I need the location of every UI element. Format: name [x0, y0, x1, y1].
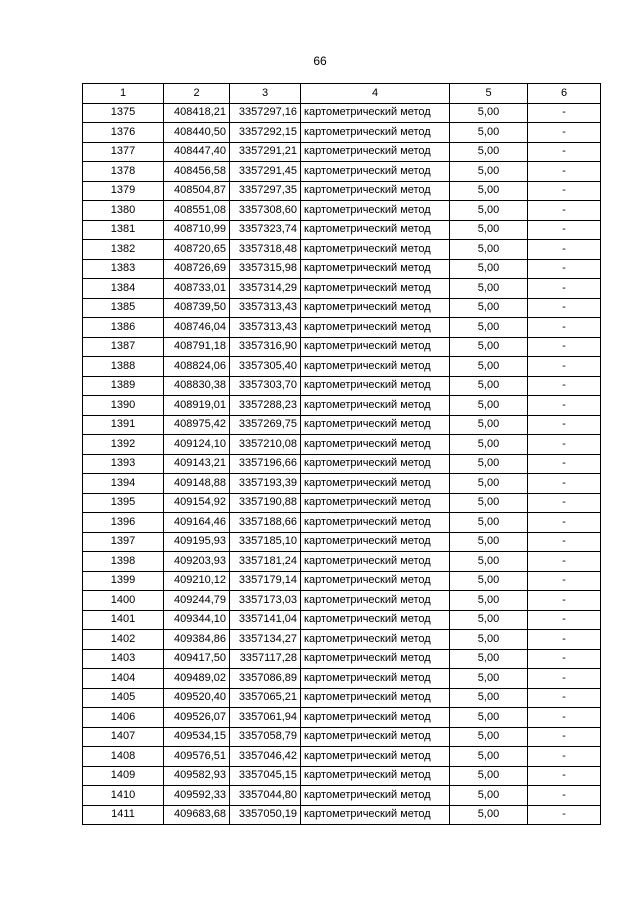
accuracy-cell: 5,00	[450, 396, 528, 416]
accuracy-cell: 5,00	[450, 454, 528, 474]
accuracy-cell: 5,00	[450, 766, 528, 786]
y-coordinate-cell: 3357086,89	[230, 669, 301, 689]
point-number-cell: 1378	[83, 162, 164, 182]
method-cell: картометрический метод	[301, 532, 450, 552]
accuracy-cell: 5,00	[450, 474, 528, 494]
point-number-cell: 1397	[83, 532, 164, 552]
y-coordinate-cell: 3357134,27	[230, 630, 301, 650]
table-row	[83, 259, 601, 279]
x-coordinate-cell: 408739,50	[164, 298, 230, 318]
note-cell: -	[528, 630, 601, 650]
x-coordinate-cell: 409195,93	[164, 532, 230, 552]
x-coordinate-cell: 408975,42	[164, 415, 230, 435]
method-cell: картометрический метод	[301, 591, 450, 611]
accuracy-cell: 5,00	[450, 493, 528, 513]
point-number-cell: 1407	[83, 727, 164, 747]
accuracy-cell: 5,00	[450, 786, 528, 806]
note-cell: -	[528, 259, 601, 279]
table-header-row	[83, 84, 601, 104]
note-cell: -	[528, 103, 601, 123]
point-number-cell: 1395	[83, 493, 164, 513]
point-number-cell: 1409	[83, 766, 164, 786]
note-cell: -	[528, 435, 601, 455]
page-number: 66	[313, 54, 327, 68]
point-number-cell: 1410	[83, 786, 164, 806]
table-row	[83, 747, 601, 767]
method-cell: картометрический метод	[301, 688, 450, 708]
note-cell: -	[528, 708, 601, 728]
y-coordinate-cell: 3357173,03	[230, 591, 301, 611]
point-number-cell: 1396	[83, 513, 164, 533]
table-row	[83, 727, 601, 747]
x-coordinate-cell: 409489,02	[164, 669, 230, 689]
method-cell: картометрический метод	[301, 513, 450, 533]
table-row	[83, 435, 601, 455]
method-cell: картометрический метод	[301, 279, 450, 299]
method-cell: картометрический метод	[301, 259, 450, 279]
note-cell: -	[528, 474, 601, 494]
y-coordinate-cell: 3357050,19	[230, 805, 301, 825]
note-cell: -	[528, 493, 601, 513]
y-coordinate-cell: 3357297,35	[230, 181, 301, 201]
method-cell: картометрический метод	[301, 318, 450, 338]
note-cell: -	[528, 220, 601, 240]
method-cell: картометрический метод	[301, 220, 450, 240]
method-cell: картометрический метод	[301, 805, 450, 825]
header-cell: 6	[528, 84, 601, 104]
point-number-cell: 1408	[83, 747, 164, 767]
y-coordinate-cell: 3357179,14	[230, 571, 301, 591]
point-number-cell: 1376	[83, 123, 164, 143]
y-coordinate-cell: 3357316,90	[230, 337, 301, 357]
x-coordinate-cell: 409592,33	[164, 786, 230, 806]
method-cell: картометрический метод	[301, 747, 450, 767]
table-row	[83, 493, 601, 513]
accuracy-cell: 5,00	[450, 318, 528, 338]
point-number-cell: 1388	[83, 357, 164, 377]
method-cell: картометрический метод	[301, 786, 450, 806]
note-cell: -	[528, 805, 601, 825]
point-number-cell: 1385	[83, 298, 164, 318]
method-cell: картометрический метод	[301, 630, 450, 650]
x-coordinate-cell: 408720,65	[164, 240, 230, 260]
x-coordinate-cell: 408791,18	[164, 337, 230, 357]
accuracy-cell: 5,00	[450, 747, 528, 767]
coordinates-table	[82, 83, 601, 825]
accuracy-cell: 5,00	[450, 669, 528, 689]
y-coordinate-cell: 3357313,43	[230, 318, 301, 338]
accuracy-cell: 5,00	[450, 259, 528, 279]
point-number-cell: 1399	[83, 571, 164, 591]
point-number-cell: 1390	[83, 396, 164, 416]
point-number-cell: 1402	[83, 630, 164, 650]
accuracy-cell: 5,00	[450, 357, 528, 377]
accuracy-cell: 5,00	[450, 142, 528, 162]
y-coordinate-cell: 3357188,66	[230, 513, 301, 533]
method-cell: картометрический метод	[301, 435, 450, 455]
x-coordinate-cell: 409384,86	[164, 630, 230, 650]
note-cell: -	[528, 571, 601, 591]
header-cell: 1	[83, 84, 164, 104]
x-coordinate-cell: 408710,99	[164, 220, 230, 240]
point-number-cell: 1375	[83, 103, 164, 123]
table-row	[83, 552, 601, 572]
y-coordinate-cell: 3357196,66	[230, 454, 301, 474]
x-coordinate-cell: 408456,58	[164, 162, 230, 182]
y-coordinate-cell: 3357193,39	[230, 474, 301, 494]
x-coordinate-cell: 408733,01	[164, 279, 230, 299]
note-cell: -	[528, 357, 601, 377]
x-coordinate-cell: 408440,50	[164, 123, 230, 143]
x-coordinate-cell: 409520,40	[164, 688, 230, 708]
method-cell: картометрический метод	[301, 766, 450, 786]
point-number-cell: 1377	[83, 142, 164, 162]
note-cell: -	[528, 610, 601, 630]
accuracy-cell: 5,00	[450, 805, 528, 825]
method-cell: картометрический метод	[301, 727, 450, 747]
method-cell: картометрический метод	[301, 708, 450, 728]
accuracy-cell: 5,00	[450, 337, 528, 357]
point-number-cell: 1381	[83, 220, 164, 240]
table-row	[83, 688, 601, 708]
note-cell: -	[528, 181, 601, 201]
accuracy-cell: 5,00	[450, 630, 528, 650]
y-coordinate-cell: 3357210,08	[230, 435, 301, 455]
x-coordinate-cell: 408447,40	[164, 142, 230, 162]
point-number-cell: 1392	[83, 435, 164, 455]
x-coordinate-cell: 409154,92	[164, 493, 230, 513]
point-number-cell: 1391	[83, 415, 164, 435]
note-cell: -	[528, 396, 601, 416]
y-coordinate-cell: 3357269,75	[230, 415, 301, 435]
y-coordinate-cell: 3357185,10	[230, 532, 301, 552]
accuracy-cell: 5,00	[450, 376, 528, 396]
table-row	[83, 201, 601, 221]
y-coordinate-cell: 3357117,28	[230, 649, 301, 669]
point-number-cell: 1384	[83, 279, 164, 299]
method-cell: картометрический метод	[301, 298, 450, 318]
method-cell: картометрический метод	[301, 337, 450, 357]
table-row	[83, 162, 601, 182]
table-row	[83, 630, 601, 650]
point-number-cell: 1403	[83, 649, 164, 669]
x-coordinate-cell: 409683,68	[164, 805, 230, 825]
accuracy-cell: 5,00	[450, 123, 528, 143]
table-row	[83, 766, 601, 786]
x-coordinate-cell: 408746,04	[164, 318, 230, 338]
point-number-cell: 1398	[83, 552, 164, 572]
table-row	[83, 181, 601, 201]
y-coordinate-cell: 3357305,40	[230, 357, 301, 377]
note-cell: -	[528, 279, 601, 299]
header-cell: 3	[230, 84, 301, 104]
note-cell: -	[528, 766, 601, 786]
y-coordinate-cell: 3357044,80	[230, 786, 301, 806]
accuracy-cell: 5,00	[450, 727, 528, 747]
table-row	[83, 220, 601, 240]
y-coordinate-cell: 3357288,23	[230, 396, 301, 416]
note-cell: -	[528, 591, 601, 611]
method-cell: картометрический метод	[301, 357, 450, 377]
x-coordinate-cell: 409143,21	[164, 454, 230, 474]
method-cell: картометрический метод	[301, 162, 450, 182]
header-cell: 4	[301, 84, 450, 104]
table-row	[83, 415, 601, 435]
point-number-cell: 1380	[83, 201, 164, 221]
x-coordinate-cell: 408551,08	[164, 201, 230, 221]
accuracy-cell: 5,00	[450, 181, 528, 201]
point-number-cell: 1404	[83, 669, 164, 689]
table-row	[83, 669, 601, 689]
x-coordinate-cell: 409344,10	[164, 610, 230, 630]
table-row	[83, 279, 601, 299]
point-number-cell: 1401	[83, 610, 164, 630]
point-number-cell: 1379	[83, 181, 164, 201]
y-coordinate-cell: 3357318,48	[230, 240, 301, 260]
table-row	[83, 591, 601, 611]
y-coordinate-cell: 3357045,15	[230, 766, 301, 786]
point-number-cell: 1387	[83, 337, 164, 357]
method-cell: картометрический метод	[301, 376, 450, 396]
method-cell: картометрический метод	[301, 649, 450, 669]
x-coordinate-cell: 409576,51	[164, 747, 230, 767]
table-row	[83, 337, 601, 357]
x-coordinate-cell: 409164,46	[164, 513, 230, 533]
table-row	[83, 805, 601, 825]
table-row	[83, 571, 601, 591]
accuracy-cell: 5,00	[450, 571, 528, 591]
y-coordinate-cell: 3357065,21	[230, 688, 301, 708]
note-cell: -	[528, 532, 601, 552]
table-row	[83, 103, 601, 123]
x-coordinate-cell: 408919,01	[164, 396, 230, 416]
accuracy-cell: 5,00	[450, 649, 528, 669]
accuracy-cell: 5,00	[450, 103, 528, 123]
y-coordinate-cell: 3357141,04	[230, 610, 301, 630]
table-row	[83, 123, 601, 143]
method-cell: картометрический метод	[301, 474, 450, 494]
y-coordinate-cell: 3357291,45	[230, 162, 301, 182]
note-cell: -	[528, 123, 601, 143]
table-row	[83, 298, 601, 318]
x-coordinate-cell: 408504,87	[164, 181, 230, 201]
accuracy-cell: 5,00	[450, 279, 528, 299]
table-row	[83, 240, 601, 260]
y-coordinate-cell: 3357308,60	[230, 201, 301, 221]
y-coordinate-cell: 3357314,29	[230, 279, 301, 299]
x-coordinate-cell: 408830,38	[164, 376, 230, 396]
table-row	[83, 318, 601, 338]
y-coordinate-cell: 3357291,21	[230, 142, 301, 162]
point-number-cell: 1393	[83, 454, 164, 474]
table-row	[83, 532, 601, 552]
y-coordinate-cell: 3357315,98	[230, 259, 301, 279]
table-row	[83, 610, 601, 630]
accuracy-cell: 5,00	[450, 591, 528, 611]
y-coordinate-cell: 3357297,16	[230, 103, 301, 123]
method-cell: картометрический метод	[301, 454, 450, 474]
note-cell: -	[528, 786, 601, 806]
note-cell: -	[528, 298, 601, 318]
point-number-cell: 1386	[83, 318, 164, 338]
table-row	[83, 513, 601, 533]
method-cell: картометрический метод	[301, 396, 450, 416]
note-cell: -	[528, 201, 601, 221]
table-body	[83, 103, 601, 825]
table-row	[83, 708, 601, 728]
method-cell: картометрический метод	[301, 415, 450, 435]
accuracy-cell: 5,00	[450, 708, 528, 728]
y-coordinate-cell: 3357046,42	[230, 747, 301, 767]
point-number-cell: 1400	[83, 591, 164, 611]
header-cell: 5	[450, 84, 528, 104]
method-cell: картометрический метод	[301, 142, 450, 162]
accuracy-cell: 5,00	[450, 532, 528, 552]
method-cell: картометрический метод	[301, 103, 450, 123]
note-cell: -	[528, 240, 601, 260]
table-row	[83, 474, 601, 494]
x-coordinate-cell: 408418,21	[164, 103, 230, 123]
accuracy-cell: 5,00	[450, 240, 528, 260]
y-coordinate-cell: 3357181,24	[230, 552, 301, 572]
note-cell: -	[528, 318, 601, 338]
point-number-cell: 1389	[83, 376, 164, 396]
table-row	[83, 454, 601, 474]
note-cell: -	[528, 142, 601, 162]
point-number-cell: 1383	[83, 259, 164, 279]
table-row	[83, 142, 601, 162]
note-cell: -	[528, 669, 601, 689]
method-cell: картометрический метод	[301, 571, 450, 591]
x-coordinate-cell: 409526,07	[164, 708, 230, 728]
table-row	[83, 396, 601, 416]
point-number-cell: 1405	[83, 688, 164, 708]
accuracy-cell: 5,00	[450, 415, 528, 435]
accuracy-cell: 5,00	[450, 435, 528, 455]
y-coordinate-cell: 3357061,94	[230, 708, 301, 728]
point-number-cell: 1382	[83, 240, 164, 260]
y-coordinate-cell: 3357292,15	[230, 123, 301, 143]
point-number-cell: 1394	[83, 474, 164, 494]
note-cell: -	[528, 454, 601, 474]
y-coordinate-cell: 3357058,79	[230, 727, 301, 747]
y-coordinate-cell: 3357303,70	[230, 376, 301, 396]
x-coordinate-cell: 409210,12	[164, 571, 230, 591]
note-cell: -	[528, 727, 601, 747]
accuracy-cell: 5,00	[450, 610, 528, 630]
x-coordinate-cell: 409582,93	[164, 766, 230, 786]
method-cell: картометрический метод	[301, 610, 450, 630]
y-coordinate-cell: 3357190,88	[230, 493, 301, 513]
note-cell: -	[528, 162, 601, 182]
x-coordinate-cell: 409203,93	[164, 552, 230, 572]
table-row	[83, 649, 601, 669]
table-row	[83, 357, 601, 377]
accuracy-cell: 5,00	[450, 298, 528, 318]
point-number-cell: 1411	[83, 805, 164, 825]
y-coordinate-cell: 3357313,43	[230, 298, 301, 318]
method-cell: картометрический метод	[301, 240, 450, 260]
y-coordinate-cell: 3357323,74	[230, 220, 301, 240]
method-cell: картометрический метод	[301, 493, 450, 513]
x-coordinate-cell: 409534,15	[164, 727, 230, 747]
accuracy-cell: 5,00	[450, 688, 528, 708]
table-row	[83, 786, 601, 806]
method-cell: картометрический метод	[301, 123, 450, 143]
note-cell: -	[528, 415, 601, 435]
note-cell: -	[528, 376, 601, 396]
method-cell: картометрический метод	[301, 201, 450, 221]
note-cell: -	[528, 747, 601, 767]
table-row	[83, 376, 601, 396]
x-coordinate-cell: 409244,79	[164, 591, 230, 611]
x-coordinate-cell: 408726,69	[164, 259, 230, 279]
accuracy-cell: 5,00	[450, 162, 528, 182]
x-coordinate-cell: 409417,50	[164, 649, 230, 669]
note-cell: -	[528, 649, 601, 669]
header-cell: 2	[164, 84, 230, 104]
accuracy-cell: 5,00	[450, 220, 528, 240]
accuracy-cell: 5,00	[450, 552, 528, 572]
note-cell: -	[528, 337, 601, 357]
method-cell: картометрический метод	[301, 552, 450, 572]
accuracy-cell: 5,00	[450, 201, 528, 221]
accuracy-cell: 5,00	[450, 513, 528, 533]
x-coordinate-cell: 409148,88	[164, 474, 230, 494]
x-coordinate-cell: 409124,10	[164, 435, 230, 455]
method-cell: картометрический метод	[301, 669, 450, 689]
note-cell: -	[528, 552, 601, 572]
point-number-cell: 1406	[83, 708, 164, 728]
note-cell: -	[528, 513, 601, 533]
method-cell: картометрический метод	[301, 181, 450, 201]
note-cell: -	[528, 688, 601, 708]
x-coordinate-cell: 408824,06	[164, 357, 230, 377]
